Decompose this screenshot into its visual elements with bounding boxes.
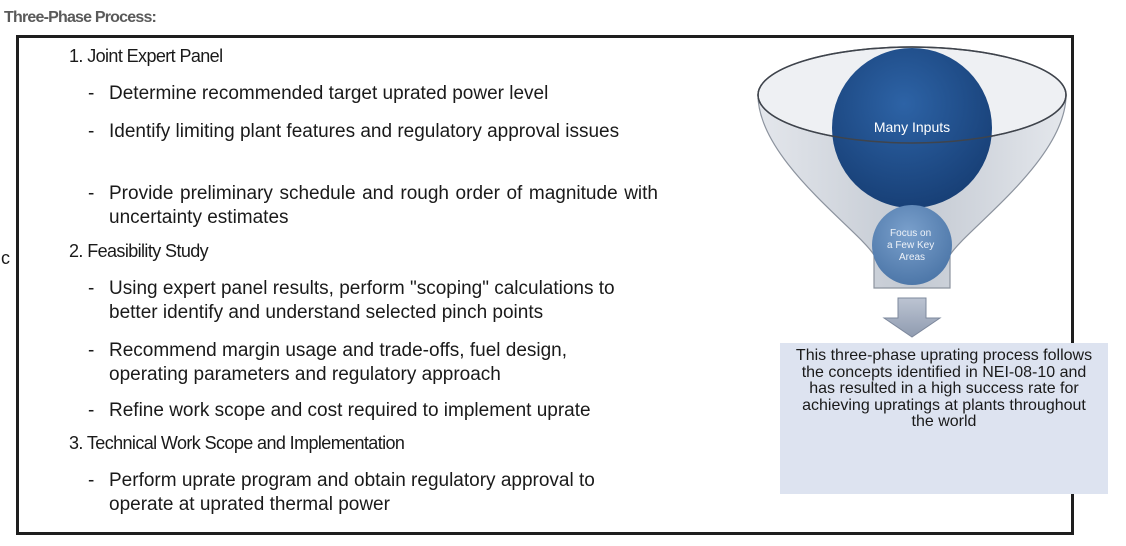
down-arrow-icon [884,298,940,337]
bullet-dash: - [88,470,95,491]
bullet-text: Determine recommended target uprated power level [109,83,549,104]
bullet-text: Using expert panel results, perform "scoping" calculations to better identify and understand selected pinch points [109,278,615,323]
bullet-item [88,82,668,106]
bullet-item [88,182,658,230]
caption-box: This three-phase uprating process follows the concepts identified in NEI-08-10 and has resulted in a high success rate for achieving upratings at plants throughout the world [780,343,1108,494]
bullet-item [88,469,663,517]
phase-heading-2: 2. Feasibility Study [69,241,209,261]
bullet-dash: - [88,278,95,299]
bullet-text: Recommend margin usage and trade-offs, fuel design, operating parameters and regulatory approach [109,340,568,385]
bullet-item [88,399,668,423]
funnel-diagram [754,40,1084,340]
stray-mark: c [1,248,10,268]
bullet-item [88,277,663,325]
bullet-text: Perform uprate program and obtain regulatory approval to operate at uprated thermal power [109,470,595,515]
bullet-dash: - [88,83,95,104]
phase-heading-3: 3. Technical Work Scope and Implementation [69,433,405,453]
bullet-item [88,120,658,144]
bullet-text: Provide preliminary schedule and rough order of magnitude with uncertainty estimates [109,183,658,228]
many-inputs-label: Many Inputs [873,119,951,135]
focus-label-3: Areas [898,252,926,263]
bullet-dash: - [88,400,95,421]
bullet-text: Identify limiting plant features and regulatory approval issues [109,121,620,142]
bullet-text: Refine work scope and cost required to implement uprate [109,400,591,421]
focus-label-1: Focus on [890,228,932,239]
focus-label-2: a Few Key [886,240,935,251]
bullet-dash: - [88,183,95,204]
bullet-dash: - [88,121,95,142]
phase-heading-1: 1. Joint Expert Panel [69,46,223,66]
page-title: Three-Phase Process: [4,9,157,26]
bullet-dash: - [88,340,95,361]
bullet-item [88,339,628,387]
